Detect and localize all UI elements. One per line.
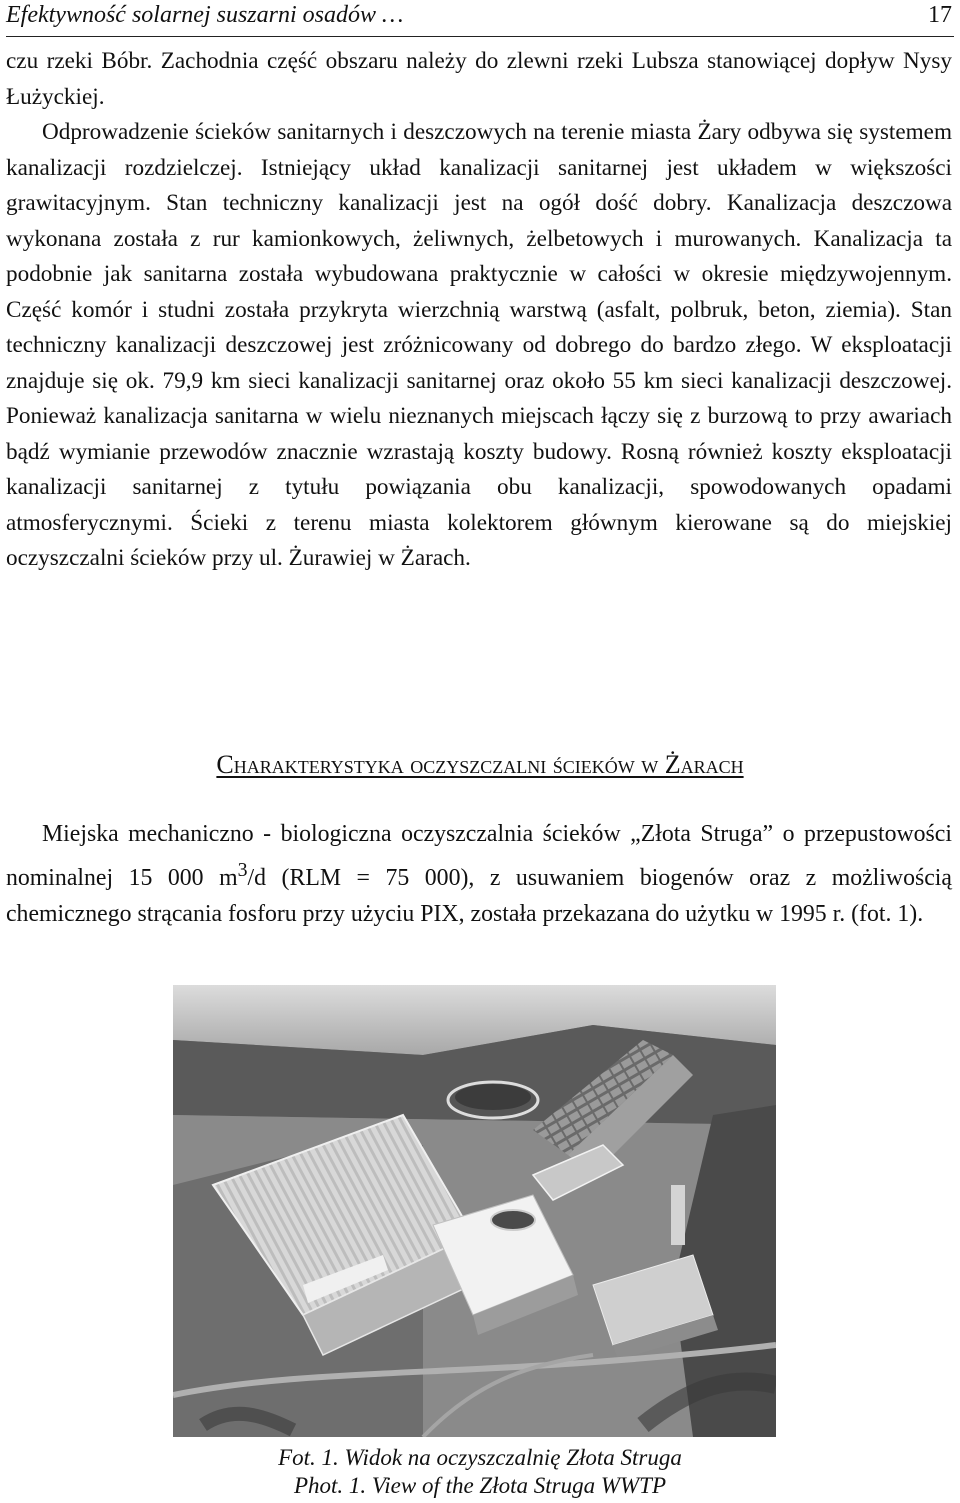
aerial-photo-drawing [173,985,776,1437]
paragraph-plant-description [6,816,952,932]
plant-text-start: Miejska mechaniczno - biologiczna oczyszczalnia ścieków „Złota Struga” o przepustowości nominalnej 15 000 m [6,821,952,891]
figure-caption-english: Phot. 1. View of the Złota Struga WWTP [293,1473,667,1498]
running-header [6,0,954,37]
section-heading: Charakterystyka oczyszczalni ścieków w Żarach [216,750,744,779]
page-number: 17 [928,2,952,28]
unit-superscript: 3 [237,859,248,881]
running-title: Efektywność solarnej suszarni osadów … [6,2,404,28]
figure-caption-polish: Fot. 1. Widok na oczyszczalnię Złota Struga [278,1445,682,1470]
body-text [6,44,952,577]
plant-text-end: /d (RLM = 75 000), z usuwaniem biogenów oraz z możliwością chemicznego strącania fosforu przy użyciu PIX, została przekazana do użytku w 1995 r. (fot. 1). [6,864,952,927]
paragraph-continuation: czu rzeki Bóbr. Zachodnia część obszaru należy do zlewni rzeki Lubsza stanowiącej dopływ Nysy Łużyckiej. [6,48,952,110]
section-body [6,816,952,932]
aerial-photo [173,985,776,1437]
paragraph-sewage: Odprowadzenie ścieków sanitarnych i deszczowych na terenie miasta Żary odbywa się systemem kanalizacji rozdzielczej. Istniejący układ kanalizacji sanitarnej jest układem w większości grawitacyjnym. Stan techniczny kanalizacji jest na ogół dość dobry. Kanalizacja deszczowa wykonana została z rur kamionkowych, żeliwnych, żelbetowych i murowanych. Kanalizacja ta podobnie jak sanitarna została wybudowana praktycznie w całości w okresie międzywojennym. Część komór i studni została przykryta wierzchnią warstwą (asfalt, polbruk, beton, ziemia). Stan techniczny kanalizacji deszczowej jest zróżnicowany od dobrego do bardzo złego. W eksploatacji znajduje się ok. 79,9 km sieci kanalizacji sanitarnej oraz około 55 km sieci kanalizacji deszczowej. Ponieważ kanalizacja sanitarna w wielu nieznanych miejscach łączy się z burzową to przy awariach bądź wymianie przewodów znacznie wzrastają koszty budowy. Rosną również koszty eksploatacji kanalizacji sanitarnej z tytułu powiązania obu kanalizacji, spowodowanych opadami atmosferycznymi. Ścieki z terenu miasta kolektorem głównym kierowane są do miejskiej oczyszczalni ścieków przy ul. Żurawiej w Żarach. [6,119,952,571]
